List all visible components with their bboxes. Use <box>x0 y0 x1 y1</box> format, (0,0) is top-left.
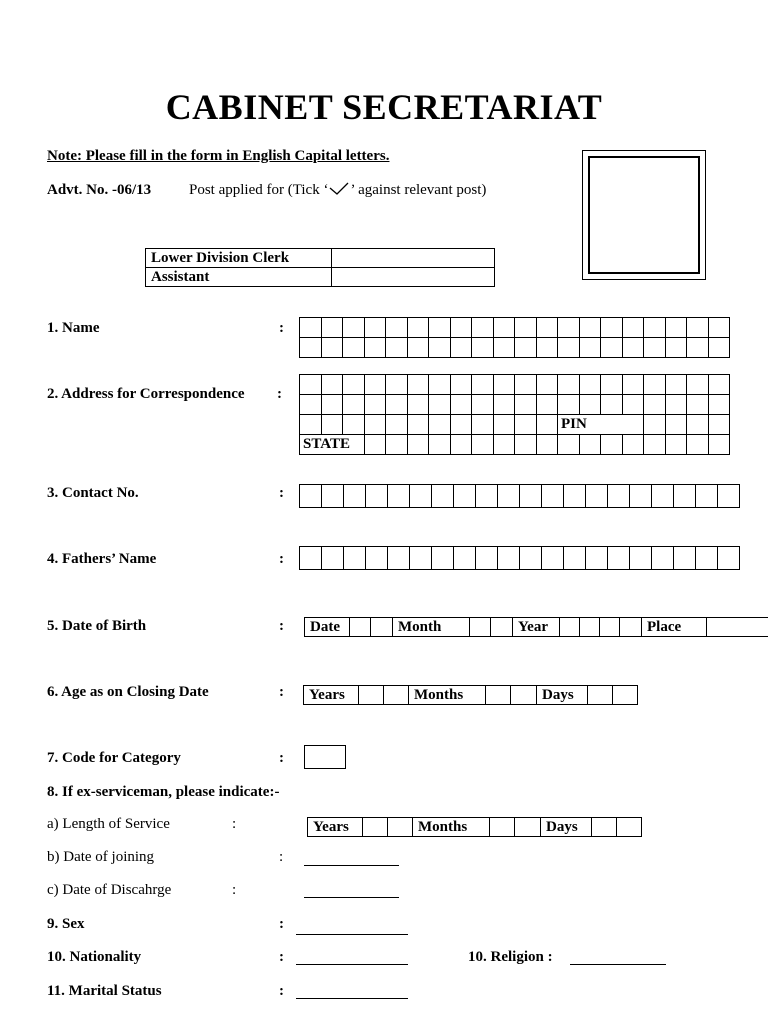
char-cell[interactable] <box>364 395 386 415</box>
char-cell[interactable] <box>665 338 687 358</box>
colon: : <box>279 551 284 567</box>
age-days-cell[interactable] <box>612 685 638 705</box>
char-cell[interactable] <box>321 415 343 435</box>
dob-date-cell[interactable] <box>349 617 371 637</box>
dob-date-label: Date <box>304 617 350 637</box>
dob-row <box>305 617 768 637</box>
service-days-label: Days <box>540 817 592 837</box>
age-years-label: Years <box>303 685 359 705</box>
page-title: CABINET SECRETARIAT <box>165 87 603 127</box>
age-years-cell[interactable] <box>358 685 384 705</box>
char-cell[interactable] <box>454 485 476 508</box>
char-cell[interactable] <box>564 547 586 570</box>
char-cell[interactable] <box>343 338 365 358</box>
char-cell[interactable] <box>687 435 709 455</box>
char-cell[interactable] <box>708 415 730 435</box>
char-cell[interactable] <box>579 395 601 415</box>
char-cell[interactable] <box>665 415 687 435</box>
char-cell[interactable] <box>386 395 408 415</box>
grid-row <box>300 318 730 338</box>
char-cell[interactable] <box>407 375 429 395</box>
char-cell[interactable] <box>622 338 644 358</box>
char-cell[interactable] <box>410 547 432 570</box>
char-cell[interactable] <box>687 375 709 395</box>
address-label: 2. Address for Correspondence <box>47 386 245 402</box>
religion-label: 10. Religion : <box>468 949 553 965</box>
char-cell[interactable] <box>520 485 542 508</box>
dob-date-cell[interactable] <box>370 617 393 637</box>
char-cell[interactable] <box>630 547 652 570</box>
char-cell[interactable] <box>520 547 542 570</box>
post-row-assistant <box>146 268 495 287</box>
age-label: 6. Age as on Closing Date <box>47 684 209 700</box>
colon: : <box>279 949 284 965</box>
char-cell[interactable] <box>472 395 494 415</box>
char-cell[interactable] <box>515 395 537 415</box>
char-cell[interactable] <box>429 338 451 358</box>
char-cell[interactable] <box>366 547 388 570</box>
date-of-joining-field[interactable] <box>304 865 399 866</box>
char-cell[interactable] <box>493 435 515 455</box>
grid-row <box>300 415 730 435</box>
char-cell[interactable] <box>515 415 537 435</box>
char-cell[interactable] <box>407 435 429 455</box>
char-cell[interactable] <box>450 375 472 395</box>
char-cell[interactable] <box>321 338 343 358</box>
char-cell[interactable] <box>407 318 429 338</box>
colon: : <box>279 320 284 336</box>
char-cell[interactable] <box>493 395 515 415</box>
char-cell[interactable] <box>564 485 586 508</box>
char-cell[interactable] <box>558 435 580 455</box>
char-cell[interactable] <box>718 547 740 570</box>
sex-label: 9. Sex <box>47 916 85 932</box>
char-cell[interactable] <box>429 375 451 395</box>
char-cell[interactable] <box>386 338 408 358</box>
char-cell[interactable] <box>579 338 601 358</box>
service-length-row <box>308 817 642 837</box>
char-cell[interactable] <box>364 435 386 455</box>
age-days-label: Days <box>536 685 588 705</box>
post-row-ldc <box>146 249 495 268</box>
service-years-cell[interactable] <box>362 817 388 837</box>
service-years-label: Years <box>307 817 363 837</box>
nationality-field[interactable] <box>296 964 408 965</box>
char-cell[interactable] <box>472 415 494 435</box>
nationality-label: 10. Nationality <box>47 949 142 965</box>
grid-row <box>300 435 730 455</box>
age-months-cell[interactable] <box>510 685 537 705</box>
char-cell[interactable] <box>622 435 644 455</box>
char-cell[interactable] <box>386 415 408 435</box>
char-cell[interactable] <box>579 375 601 395</box>
char-cell[interactable] <box>579 435 601 455</box>
char-cell[interactable] <box>608 547 630 570</box>
char-cell[interactable] <box>300 375 322 395</box>
char-cell[interactable] <box>321 395 343 415</box>
father-name-grid[interactable] <box>299 546 740 570</box>
char-cell[interactable] <box>536 415 558 435</box>
age-months-label: Months <box>408 685 486 705</box>
char-cell[interactable] <box>388 547 410 570</box>
char-cell[interactable] <box>718 485 740 508</box>
dob-month-cell[interactable] <box>469 617 491 637</box>
colon: : <box>232 882 237 898</box>
sex-field[interactable] <box>296 934 408 935</box>
photo-inner-frame <box>588 156 700 274</box>
char-cell[interactable] <box>472 375 494 395</box>
char-cell[interactable] <box>493 338 515 358</box>
grid-row <box>300 547 740 570</box>
char-cell[interactable] <box>687 318 709 338</box>
post-tick-cell[interactable] <box>332 249 495 268</box>
char-cell[interactable] <box>674 547 696 570</box>
char-cell[interactable] <box>630 485 652 508</box>
char-cell[interactable] <box>344 485 366 508</box>
char-cell[interactable] <box>300 415 322 435</box>
char-cell[interactable] <box>586 485 608 508</box>
char-cell[interactable] <box>321 318 343 338</box>
colon: : <box>279 750 284 766</box>
date-of-discharge-label: c) Date of Discahrge <box>47 882 172 898</box>
char-cell[interactable] <box>498 485 520 508</box>
char-cell[interactable] <box>343 395 365 415</box>
pin-label: PIN <box>558 415 644 435</box>
char-cell[interactable] <box>515 375 537 395</box>
dob-month-cell[interactable] <box>490 617 513 637</box>
char-cell[interactable] <box>498 547 520 570</box>
dob-year-cell[interactable] <box>619 617 642 637</box>
dob-year-cell[interactable] <box>579 617 600 637</box>
char-cell[interactable] <box>665 435 687 455</box>
grid-row <box>300 395 730 415</box>
char-cell[interactable] <box>601 338 623 358</box>
colon: : <box>277 386 282 402</box>
char-cell[interactable] <box>708 375 730 395</box>
char-cell[interactable] <box>407 395 429 415</box>
char-cell[interactable] <box>708 435 730 455</box>
colon: : <box>279 684 284 700</box>
dob-year-cell[interactable] <box>599 617 620 637</box>
char-cell[interactable] <box>493 415 515 435</box>
char-cell[interactable] <box>579 318 601 338</box>
char-cell[interactable] <box>536 395 558 415</box>
char-cell[interactable] <box>343 318 365 338</box>
char-cell[interactable] <box>665 375 687 395</box>
dob-month-label: Month <box>392 617 470 637</box>
char-cell[interactable] <box>652 485 674 508</box>
char-cell[interactable] <box>364 338 386 358</box>
char-cell[interactable] <box>696 485 718 508</box>
category-label: 7. Code for Category <box>47 750 181 766</box>
char-cell[interactable] <box>536 435 558 455</box>
char-cell[interactable] <box>410 485 432 508</box>
char-cell[interactable] <box>454 547 476 570</box>
char-cell[interactable] <box>450 338 472 358</box>
grid-row <box>300 375 730 395</box>
char-cell[interactable] <box>536 318 558 338</box>
category-code-box[interactable] <box>304 745 346 769</box>
address-grid-table <box>299 374 730 455</box>
date-of-joining-label: b) Date of joining <box>47 849 155 865</box>
char-cell[interactable] <box>450 415 472 435</box>
char-cell[interactable] <box>493 318 515 338</box>
char-cell[interactable] <box>321 375 343 395</box>
char-cell[interactable] <box>665 395 687 415</box>
age-row <box>304 685 638 705</box>
char-cell[interactable] <box>515 318 537 338</box>
date-of-discharge-field[interactable] <box>304 897 399 898</box>
form-note: Note: Please fill in the form in English Capital letters. <box>47 148 390 164</box>
photo-box[interactable] <box>582 150 706 280</box>
char-cell[interactable] <box>558 318 580 338</box>
char-cell[interactable] <box>644 415 666 435</box>
char-cell[interactable] <box>644 395 666 415</box>
char-cell[interactable] <box>687 395 709 415</box>
char-cell[interactable] <box>536 375 558 395</box>
char-cell[interactable] <box>515 338 537 358</box>
colon: : <box>279 485 284 501</box>
char-cell[interactable] <box>601 435 623 455</box>
char-cell[interactable] <box>407 338 429 358</box>
colon: : <box>279 916 284 932</box>
advt-number: Advt. No. -06/13 <box>47 182 152 198</box>
state-label: STATE <box>300 435 365 455</box>
char-cell[interactable] <box>622 318 644 338</box>
grid-row <box>300 485 740 508</box>
char-cell[interactable] <box>542 485 564 508</box>
marital-status-label: 11. Marital Status <box>47 983 162 999</box>
char-cell[interactable] <box>558 338 580 358</box>
char-cell[interactable] <box>687 415 709 435</box>
service-months-label: Months <box>412 817 490 837</box>
char-cell[interactable] <box>432 547 454 570</box>
char-cell[interactable] <box>665 318 687 338</box>
char-cell[interactable] <box>472 318 494 338</box>
char-cell[interactable] <box>300 318 322 338</box>
exservice-label: 8. If ex-serviceman, please indicate:- <box>47 784 280 800</box>
char-cell[interactable] <box>558 395 580 415</box>
char-cell[interactable] <box>601 395 623 415</box>
char-cell[interactable] <box>364 415 386 435</box>
dob-year-cell[interactable] <box>559 617 580 637</box>
char-cell[interactable] <box>429 435 451 455</box>
char-cell[interactable] <box>364 375 386 395</box>
char-cell[interactable] <box>366 485 388 508</box>
char-cell[interactable] <box>515 435 537 455</box>
age-years-cell[interactable] <box>383 685 409 705</box>
colon: : <box>279 618 284 634</box>
colon: : <box>279 849 284 865</box>
char-cell[interactable] <box>472 338 494 358</box>
char-cell[interactable] <box>644 318 666 338</box>
char-cell[interactable] <box>708 338 730 358</box>
contact-label: 3. Contact No. <box>47 485 139 501</box>
service-days-cell[interactable] <box>591 817 617 837</box>
colon: : <box>232 816 237 832</box>
post-selection-table <box>145 248 495 287</box>
char-cell[interactable] <box>343 415 365 435</box>
char-cell[interactable] <box>472 435 494 455</box>
tick-mark-icon <box>328 182 350 201</box>
char-cell[interactable] <box>708 395 730 415</box>
char-cell[interactable] <box>450 395 472 415</box>
char-cell[interactable] <box>343 375 365 395</box>
char-cell[interactable] <box>450 435 472 455</box>
name-grid-table <box>299 317 730 358</box>
dob-place-cell[interactable] <box>706 617 768 637</box>
char-cell[interactable] <box>429 318 451 338</box>
post-applied-instruction: Post applied for (Tick ‘ ’ against relevant post) <box>189 182 486 201</box>
char-cell[interactable] <box>601 375 623 395</box>
dob-year-label: Year <box>512 617 560 637</box>
char-cell[interactable] <box>344 547 366 570</box>
char-cell[interactable] <box>622 375 644 395</box>
service-months-cell[interactable] <box>489 817 515 837</box>
char-cell[interactable] <box>586 547 608 570</box>
name-label: 1. Name <box>47 320 100 336</box>
char-cell[interactable] <box>696 547 718 570</box>
age-days-cell[interactable] <box>587 685 613 705</box>
char-cell[interactable] <box>300 338 322 358</box>
char-cell[interactable] <box>493 375 515 395</box>
contact-grid-table <box>299 484 740 508</box>
char-cell[interactable] <box>708 318 730 338</box>
char-cell[interactable] <box>300 485 322 508</box>
post-label: Lower Division Clerk <box>146 249 332 268</box>
char-cell[interactable] <box>322 547 344 570</box>
char-cell[interactable] <box>322 485 344 508</box>
colon: : <box>279 983 284 999</box>
char-cell[interactable] <box>386 318 408 338</box>
char-cell[interactable] <box>300 547 322 570</box>
char-cell[interactable] <box>429 415 451 435</box>
char-cell[interactable] <box>558 375 580 395</box>
father-grid-table <box>299 546 740 570</box>
marital-status-field[interactable] <box>296 998 408 999</box>
char-cell[interactable] <box>407 415 429 435</box>
grid-row <box>300 338 730 358</box>
service-months-cell[interactable] <box>514 817 541 837</box>
char-cell[interactable] <box>644 338 666 358</box>
char-cell[interactable] <box>476 485 498 508</box>
char-cell[interactable] <box>536 338 558 358</box>
post-label: Assistant <box>146 268 332 287</box>
religion-field[interactable] <box>570 964 666 965</box>
char-cell[interactable] <box>476 547 498 570</box>
char-cell[interactable] <box>652 547 674 570</box>
char-cell[interactable] <box>608 485 630 508</box>
char-cell[interactable] <box>429 395 451 415</box>
service-years-cell[interactable] <box>387 817 413 837</box>
char-cell[interactable] <box>601 318 623 338</box>
age-months-cell[interactable] <box>485 685 511 705</box>
char-cell[interactable] <box>386 435 408 455</box>
char-cell[interactable] <box>300 395 322 415</box>
char-cell[interactable] <box>364 318 386 338</box>
name-grid[interactable] <box>299 317 730 358</box>
char-cell[interactable] <box>542 547 564 570</box>
address-grid[interactable] <box>299 374 730 455</box>
post-tick-cell[interactable] <box>332 268 495 287</box>
service-days-cell[interactable] <box>616 817 642 837</box>
char-cell[interactable] <box>450 318 472 338</box>
char-cell[interactable] <box>674 485 696 508</box>
dob-place-label: Place <box>641 617 707 637</box>
char-cell[interactable] <box>386 375 408 395</box>
char-cell[interactable] <box>622 395 644 415</box>
char-cell[interactable] <box>644 375 666 395</box>
contact-grid[interactable] <box>299 484 740 508</box>
char-cell[interactable] <box>644 435 666 455</box>
char-cell[interactable] <box>388 485 410 508</box>
dob-label: 5. Date of Birth <box>47 618 147 634</box>
father-name-label: 4. Fathers’ Name <box>47 551 157 567</box>
char-cell[interactable] <box>432 485 454 508</box>
length-of-service-label: a) Length of Service <box>47 816 170 832</box>
char-cell[interactable] <box>687 338 709 358</box>
